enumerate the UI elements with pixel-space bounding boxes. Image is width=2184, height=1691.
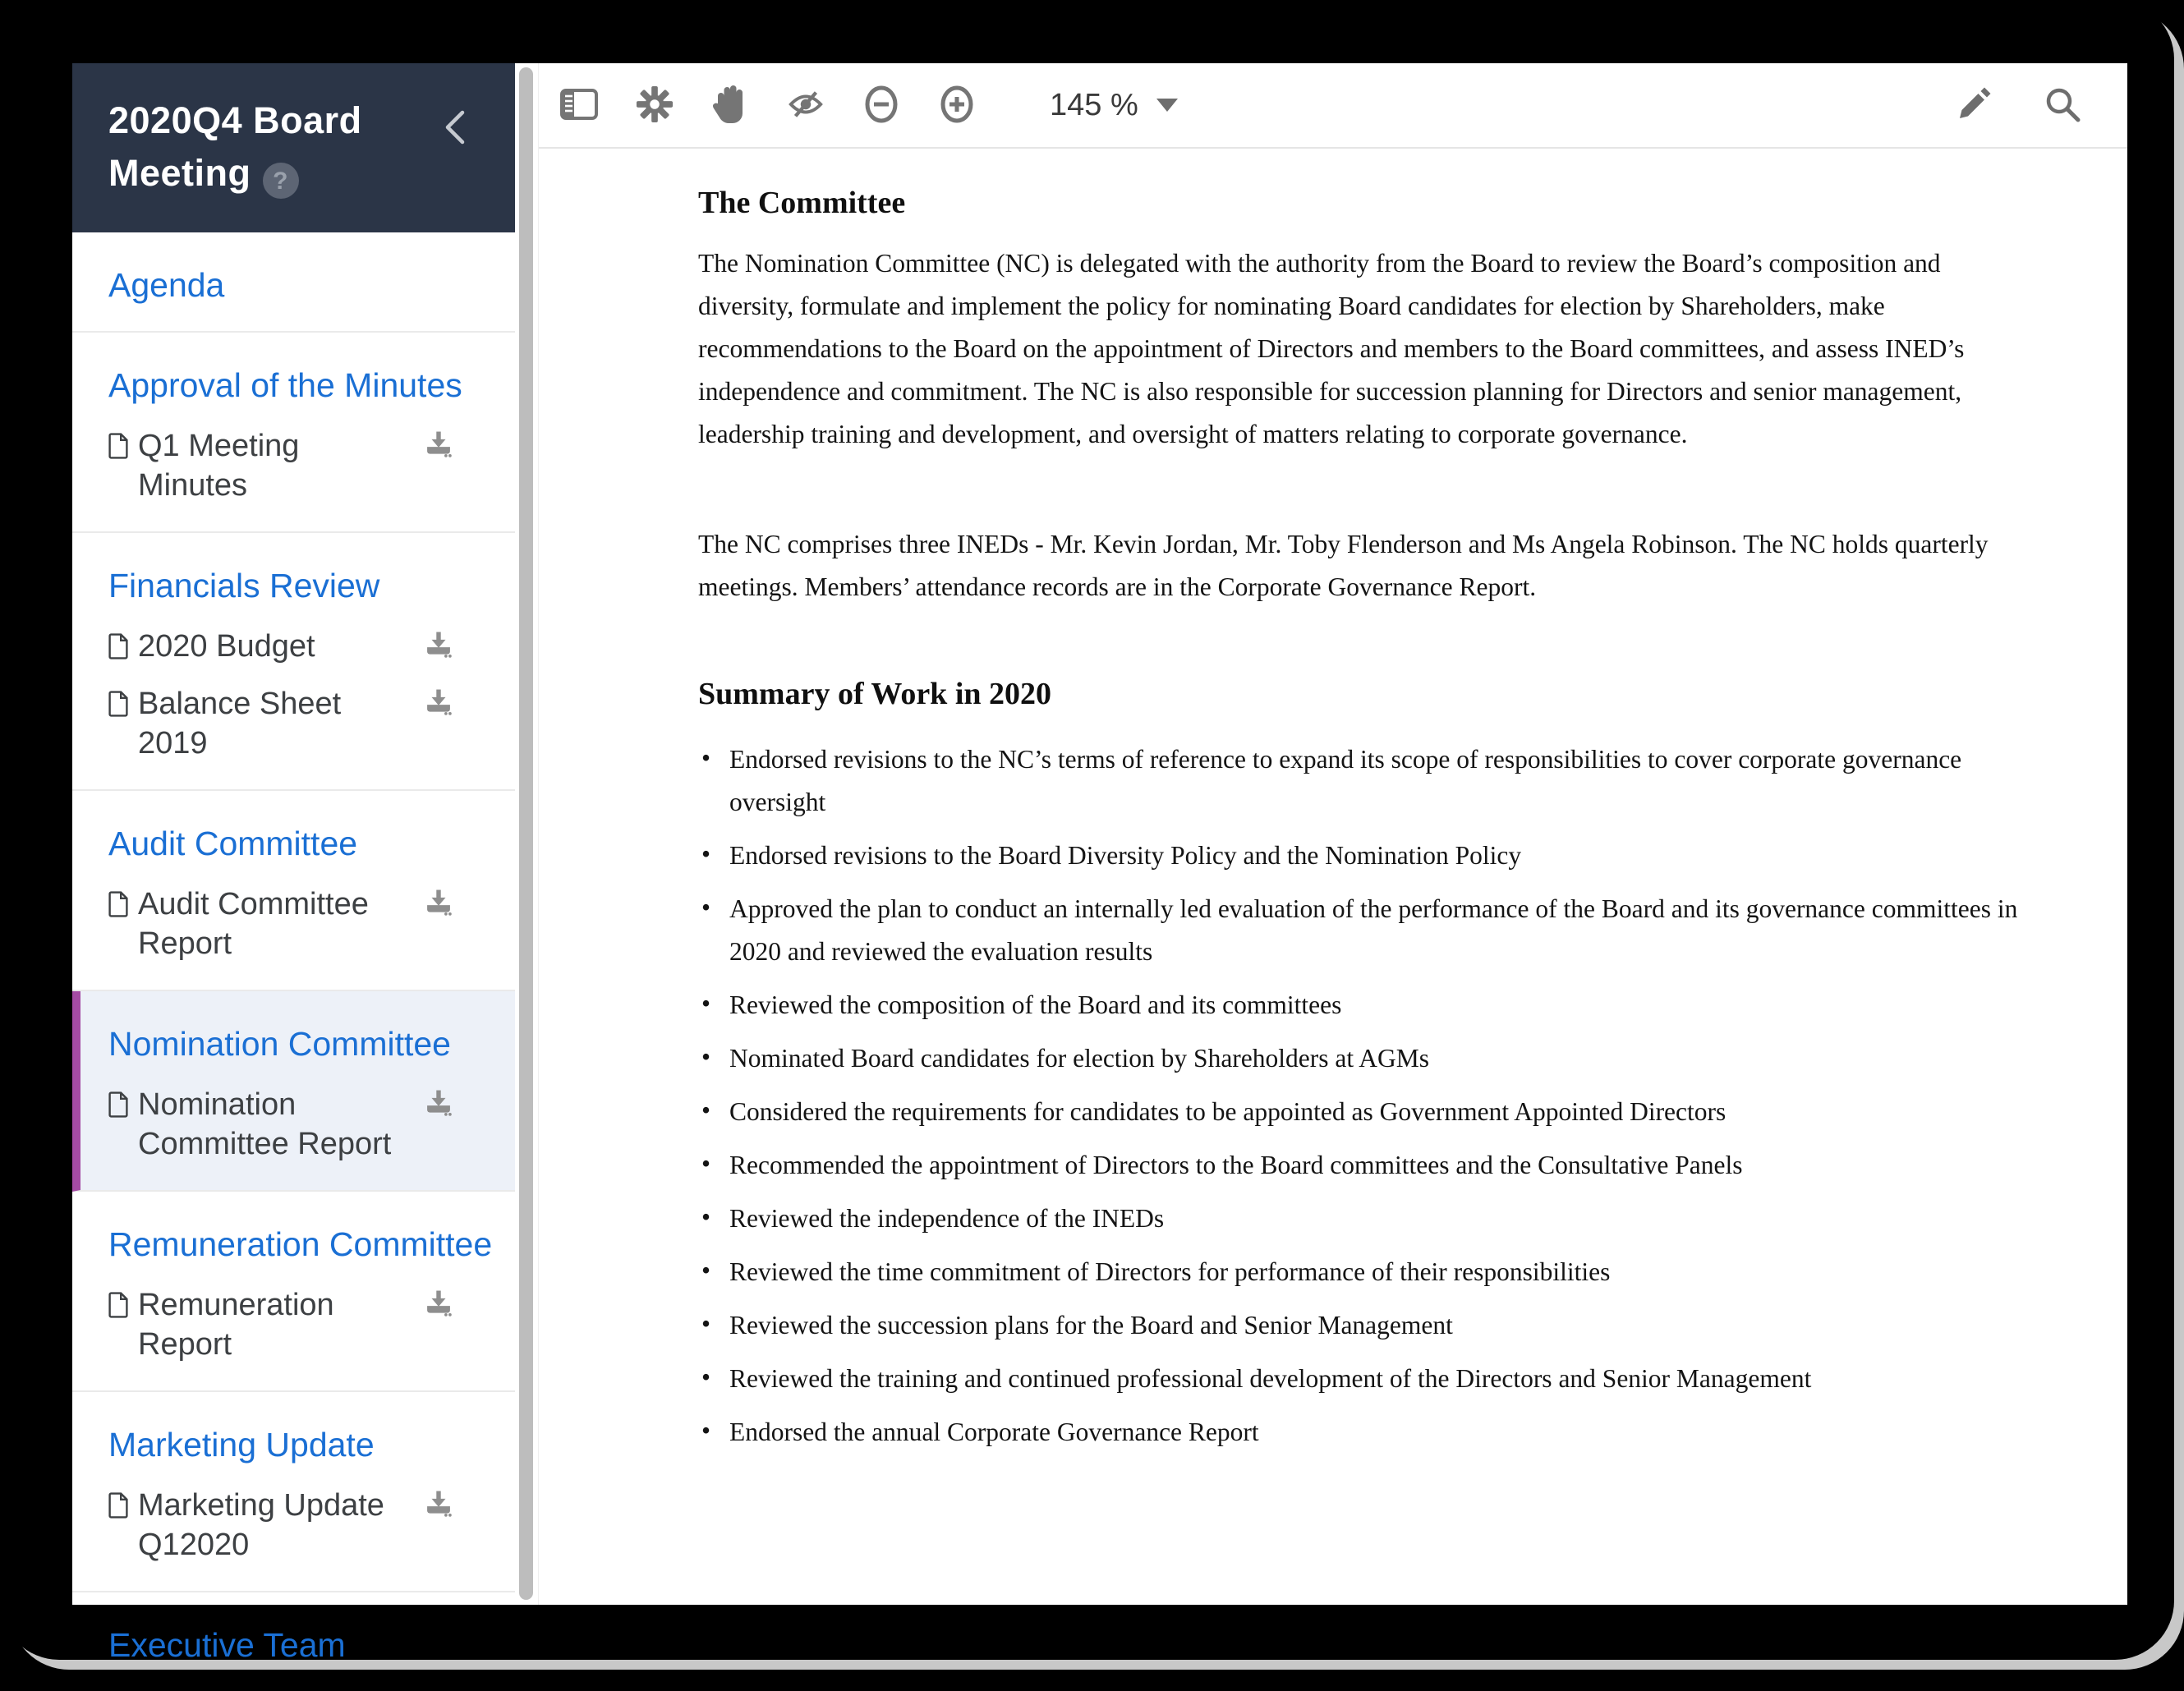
- bullet-item: • Reviewed the succession plans for the Board and Senior Management: [698, 1304, 2025, 1347]
- sidebar-section-label[interactable]: Nomination Committee: [108, 1025, 451, 1063]
- doc-bullet-list: [698, 738, 2025, 1454]
- sidebar-document-item[interactable]: [108, 885, 499, 963]
- document-item-name: 2020 Budget: [138, 629, 315, 664]
- download-icon: [425, 1106, 453, 1119]
- sidebar-document-item[interactable]: [108, 1486, 499, 1565]
- download-button[interactable]: [425, 431, 453, 460]
- document-file-icon: [108, 1491, 128, 1524]
- zoom-level-value: 145 %: [1050, 87, 1138, 122]
- annotate-button[interactable]: [1955, 86, 1993, 124]
- help-icon[interactable]: ?: [263, 163, 299, 199]
- bullet-item: • Endorsed revisions to the Board Diversity Policy and the Nomination Policy: [698, 834, 2025, 877]
- annotate-pencil-icon: [1954, 85, 1993, 126]
- download-icon: [425, 448, 453, 460]
- chevron-down-icon: [1156, 99, 1178, 112]
- download-button[interactable]: [425, 889, 453, 918]
- doc-paragraph-2: The NC comprises three INEDs - Mr. Kevin Jordan, Mr. Toby Flenderson and Ms Angela Robinson. The NC holds quarterly meetings. Members’ attendance records are in the Corporate Governance Report.: [698, 530, 1989, 601]
- bullet-item: • Reviewed the composition of the Board and its committees: [698, 984, 2025, 1027]
- bullet-item: • Reviewed the time commitment of Directors for performance of their responsibilities: [698, 1251, 2025, 1294]
- document-file-icon: [108, 632, 128, 665]
- sidebar-section: [72, 1392, 515, 1592]
- sidebar-document-item[interactable]: [108, 1085, 499, 1164]
- document-page: [539, 149, 2127, 1605]
- chevron-left-icon: [441, 108, 471, 149]
- sidebar-document-item[interactable]: [108, 1285, 499, 1364]
- download-icon: [425, 705, 453, 718]
- sidebar-section: [72, 991, 515, 1192]
- pan-hand-icon: [711, 84, 749, 127]
- sidebar-section: [72, 533, 515, 791]
- sidebar-section: [72, 1192, 515, 1392]
- document-item-name: Audit Committee Report: [138, 887, 369, 961]
- download-icon: [425, 906, 453, 918]
- app-window: [72, 63, 2127, 1664]
- download-button[interactable]: [425, 632, 453, 660]
- document-item-name: Marketing Update Q12020: [138, 1488, 384, 1562]
- sidebar-section: [72, 333, 515, 533]
- sidebar-document-item[interactable]: [108, 627, 499, 666]
- document-file-icon: [108, 1090, 128, 1124]
- bullet-item: • Considered the requirements for candidates to be appointed as Government Appointed Directors: [698, 1091, 2025, 1133]
- meeting-title-text: 2020Q4 Board Meeting: [108, 99, 362, 194]
- doc-heading-summary: Summary of Work in 2020: [698, 677, 1052, 711]
- download-button[interactable]: [425, 689, 453, 718]
- bullet-item: • Recommended the appointment of Directors to the Board committees and the Consultative Panels: [698, 1144, 2025, 1187]
- sidebar-document-item[interactable]: [108, 426, 499, 505]
- sidebar-section: [72, 232, 515, 333]
- document-file-icon: [108, 889, 128, 923]
- document-item-name: Q1 Meeting Minutes: [138, 429, 300, 503]
- bullet-item: • Approved the plan to conduct an internally led evaluation of the performance of the Board and its governance committees in 2020 and reviewed the evaluation results: [698, 888, 2025, 973]
- bullet-item: • Endorsed revisions to the NC’s terms of reference to expand its scope of responsibilities to cover corporate governance oversight: [698, 738, 2025, 824]
- download-icon: [425, 1307, 453, 1319]
- sidebar-section-items: [108, 1486, 499, 1565]
- sidebar-section: [72, 1592, 515, 1691]
- sidebar-section-items: [108, 1085, 499, 1164]
- document-item-name: Balance Sheet 2019: [138, 687, 342, 760]
- document-pane: [538, 63, 2127, 1605]
- download-button[interactable]: [425, 1491, 453, 1519]
- sidebar-section-label[interactable]: Approval of the Minutes: [108, 366, 462, 404]
- bullet-item: • Reviewed the independence of the INEDs: [698, 1197, 2025, 1240]
- thumbnails-panel-icon: [559, 85, 599, 126]
- sidebar-section-label[interactable]: Remuneration Committee: [108, 1225, 493, 1263]
- document-file-icon: [108, 1290, 128, 1324]
- meeting-title: [108, 94, 437, 200]
- sidebar-section-label[interactable]: Marketing Update: [108, 1426, 375, 1464]
- search-icon: [2043, 85, 2082, 126]
- sidebar: [72, 63, 515, 1664]
- zoom-level-dropdown[interactable]: [1050, 88, 1178, 123]
- document-item-name: Remuneration Report: [138, 1288, 334, 1362]
- zoom-in-icon: [940, 85, 974, 126]
- bullet-item: • Reviewed the training and continued professional development of the Directors and Senior Management: [698, 1358, 2025, 1400]
- sidebar-section-items: [108, 627, 499, 763]
- download-icon: [425, 1507, 453, 1519]
- sidebar-section-label[interactable]: Executive Team: [108, 1626, 346, 1664]
- doc-paragraph-1: The Nomination Committee (NC) is delegated with the authority from the Board to review the Board’s composition and diversity, formulate and implement the policy for nominating Board candidates for election by Shareholders, make recommendations to the Board on the appointment of Directors and members to the Board committees, and assess INED’s independence and commitment. The NC is also responsible for succession planning for Directors and senior management, leadership training and development, and oversight of matters relating to corporate governance.: [698, 249, 1965, 448]
- sidebar-scroll-gutter: [515, 63, 538, 1605]
- sidebar-section-items: [108, 885, 499, 963]
- sidebar-header: [72, 63, 515, 232]
- settings-button[interactable]: [636, 86, 674, 124]
- settings-gear-icon: [636, 85, 674, 126]
- sidebar-section-label[interactable]: Audit Committee: [108, 825, 358, 862]
- download-button[interactable]: [425, 1090, 453, 1119]
- zoom-in-button[interactable]: [938, 86, 976, 124]
- document-file-icon: [108, 431, 128, 465]
- download-button[interactable]: [425, 1290, 453, 1319]
- bullet-item: • Nominated Board candidates for election by Shareholders at AGMs: [698, 1037, 2025, 1080]
- toolbar-right-group: [1955, 86, 2081, 124]
- pan-tool-button[interactable]: [711, 86, 749, 124]
- thumbnails-panel-button[interactable]: [560, 86, 598, 124]
- sidebar-scrollbar[interactable]: [519, 67, 533, 1600]
- bullet-item: • Endorsed the annual Corporate Governance Report: [698, 1411, 2025, 1454]
- hide-annotations-icon: [787, 85, 825, 126]
- sidebar-section-label[interactable]: Financials Review: [108, 567, 380, 604]
- sidebar-section-label[interactable]: Agenda: [108, 266, 225, 304]
- document-item-name: Nomination Committee Report: [138, 1087, 392, 1161]
- collapse-sidebar-button[interactable]: [438, 106, 474, 150]
- sidebar-sections: [72, 232, 515, 1691]
- sidebar-document-item[interactable]: [108, 684, 499, 763]
- zoom-out-button[interactable]: [862, 86, 900, 124]
- hide-annotations-button[interactable]: [787, 86, 825, 124]
- search-button[interactable]: [2044, 86, 2081, 124]
- doc-heading-committee: The Committee: [698, 186, 906, 220]
- sidebar-section: [72, 791, 515, 991]
- sidebar-section-items: [108, 426, 499, 505]
- viewer-toolbar: [539, 63, 2127, 149]
- document-file-icon: [108, 689, 128, 723]
- sidebar-section-items: [108, 1285, 499, 1364]
- zoom-out-icon: [864, 85, 899, 126]
- download-icon: [425, 648, 453, 660]
